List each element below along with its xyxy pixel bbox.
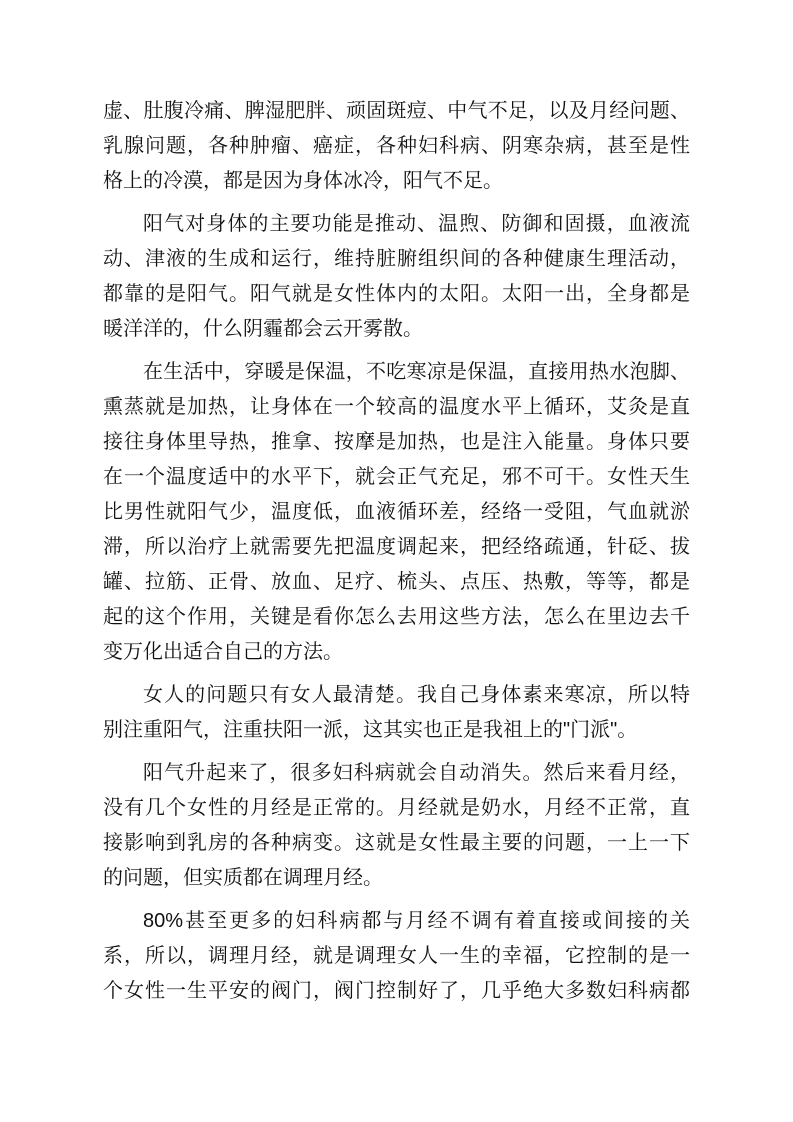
text-line: 系，所以，调理月经，就是调理女人一生的幸福，它控制的是一 bbox=[103, 945, 690, 967]
text-line: 女人的问题只有女人最清楚。我自己身体素来寒凉，所以特 bbox=[143, 684, 690, 706]
text-line: 阳气升起来了，很多妇科病就会自动消失。然后来看月经， bbox=[143, 762, 690, 784]
text-line: 暖洋洋的，什么阴霾都会云开雾散。 bbox=[103, 318, 423, 340]
paragraph bbox=[103, 94, 690, 199]
paragraph bbox=[103, 904, 690, 1009]
text-line: 在一个温度适中的水平下，就会正气充足，邪不可干。女性天生 bbox=[103, 466, 690, 488]
text-line: 变万化出适合自己的方法。 bbox=[103, 641, 343, 663]
text-line: 起的这个作用，关键是看你怎么去用这些方法，怎么在里边去千 bbox=[103, 606, 690, 628]
text-line: 滞，所以治疗上就需要先把温度调起来，把经络疏通，针砭、拔 bbox=[103, 536, 690, 558]
paragraph bbox=[103, 678, 690, 748]
text-line: 格上的冷漠，都是因为身体冰冷，阳气不足。 bbox=[103, 170, 503, 192]
text-line: 个女性一生平安的阀门，阀门控制好了，几乎绝大多数妇科病都 bbox=[103, 980, 690, 1002]
text-line: 的问题，但实质都在调理月经。 bbox=[103, 867, 383, 889]
paragraph bbox=[103, 756, 690, 896]
text-line: 都靠的是阳气。阳气就是女性体内的太阳。太阳一出，全身都是 bbox=[103, 283, 690, 305]
text-line: 罐、拉筋、正骨、放血、足疗、梳头、点压、热敷，等等，都是 bbox=[103, 571, 690, 593]
paragraph bbox=[103, 355, 690, 670]
text-line: 动、津液的生成和运行，维持脏腑组织间的各种健康生理活动， bbox=[103, 248, 690, 270]
text-line: 乳腺问题，各种肿瘤、癌症，各种妇科病、阴寒杂病，甚至是性 bbox=[103, 135, 690, 157]
text-line: 接影响到乳房的各种病变。这就是女性最主要的问题，一上一下 bbox=[103, 832, 690, 854]
document-body bbox=[103, 94, 690, 1009]
text-line: 熏蒸就是加热，让身体在一个较高的温度水平上循环，艾灸是直 bbox=[103, 396, 690, 418]
text-line: 80%甚至更多的妇科病都与月经不调有着直接或间接的关 bbox=[143, 910, 690, 932]
text-line: 别注重阳气，注重扶阳一派，这其实也正是我祖上的"门派"。 bbox=[103, 719, 638, 741]
text-line: 虚、肚腹冷痛、脾湿肥胖、顽固斑痘、中气不足，以及月经问题、 bbox=[103, 100, 690, 122]
text-line: 没有几个女性的月经是正常的。月经就是奶水，月经不正常，直 bbox=[103, 797, 690, 819]
text-line: 接往身体里导热，推拿、按摩是加热，也是注入能量。身体只要 bbox=[103, 431, 690, 453]
paragraph bbox=[103, 207, 690, 347]
text-line: 阳气对身体的主要功能是推动、温煦、防御和固摄，血液流 bbox=[143, 213, 690, 235]
text-line: 比男性就阳气少，温度低，血液循环差，经络一受阻，气血就淤 bbox=[103, 501, 690, 523]
text-line: 在生活中，穿暖是保温，不吃寒凉是保温，直接用热水泡脚、 bbox=[143, 361, 690, 383]
